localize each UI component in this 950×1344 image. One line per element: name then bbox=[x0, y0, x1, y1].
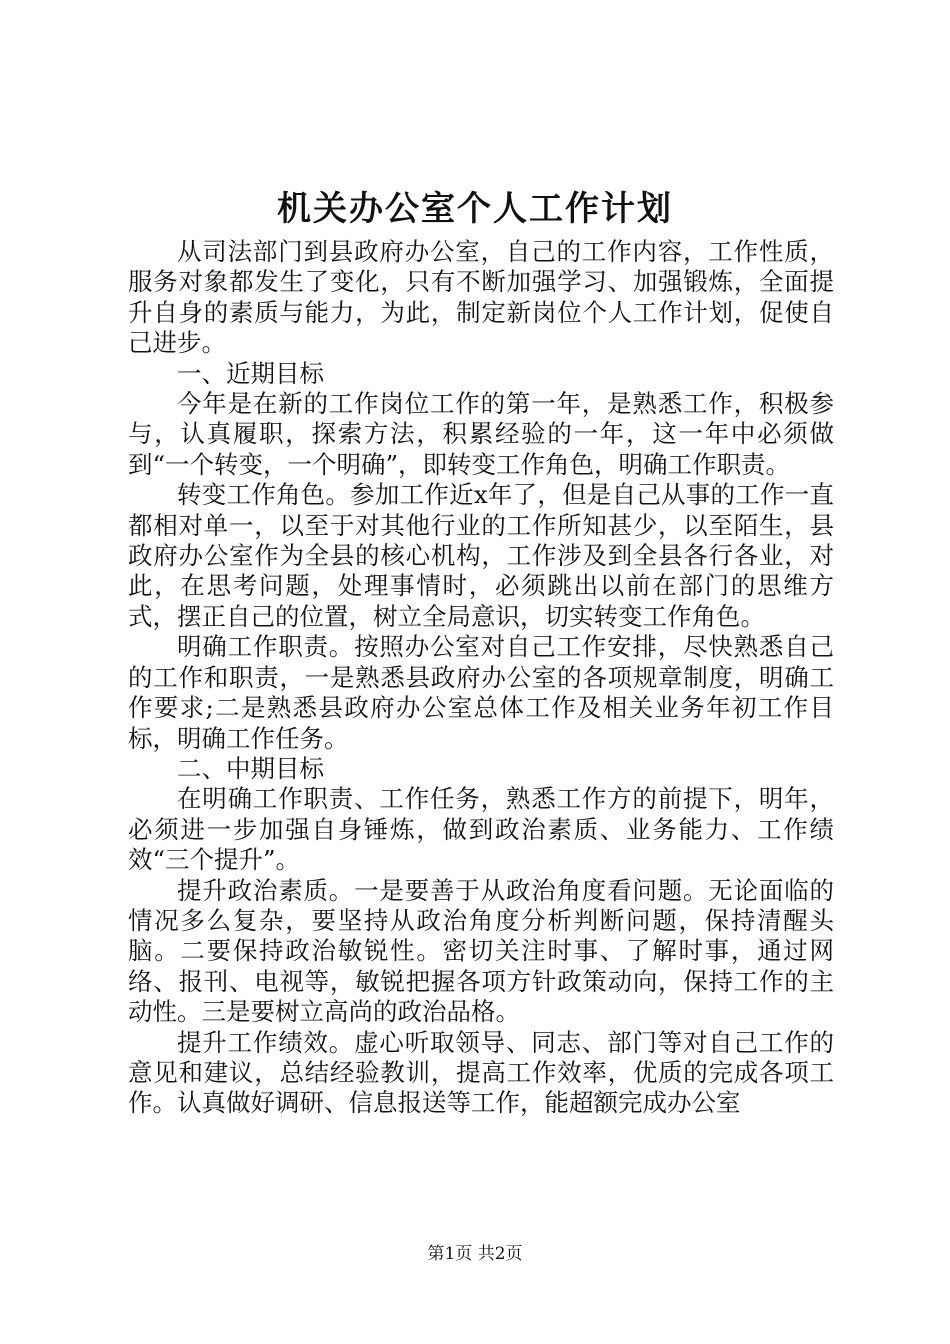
paragraph-near-term-overview: 今年是在新的工作岗位工作的第一年，是熟悉工作，积极参与，认真履职，探索方法，积累经验的一年，这一年中必须做到“一个转变，一个明确”，即转变工作角色，明确工作职责。 bbox=[128, 389, 834, 479]
section-heading-near-term: 一、近期目标 bbox=[177, 358, 324, 388]
paragraph-political-quality: 提升政治素质。一是要善于从政治角度看问题。无论面临的情况多么复杂，要坚持从政治角度分析判断问题，保持清醒头脑。二要保持政治敏锐性。密切关注时事、了解时事，通过网络、报刊、电视等，敏锐把握各项方针政策动向，保持工作的主动性。三是要树立高尚的政治品格。 bbox=[128, 875, 834, 1027]
paragraph-change-role: 转变工作角色。参加工作近x年了，但是自己从事的工作一直都相对单一，以至于对其他行业的工作所知甚少，以至陌生，县政府办公室作为全县的核心机构，工作涉及到全县各行各业，对此，在思考问题，处理事情时，必须跳出以前在部门的思维方式，摆正自己的位置，树立全局意识，切实转变工作角色。 bbox=[128, 480, 834, 631]
paragraph-clarify-duties: 明确工作职责。按照办公室对自己工作安排，尽快熟悉自己的工作和职责，一是熟悉县政府办公室的各项规章制度，明确工作要求;二是熟悉县政府办公室总体工作及相关业务年初工作目标，明确工作任务。 bbox=[128, 632, 834, 753]
document-body bbox=[128, 237, 834, 1119]
paragraph-mid-term-overview: 在明确工作职责、工作任务，熟悉工作方的前提下，明年，必须进一步加强自身锤炼，做到政治素质、业务能力、工作绩效“三个提升”。 bbox=[128, 784, 834, 875]
section-heading-mid-term: 二、中期目标 bbox=[177, 753, 324, 783]
paragraph-work-performance: 提升工作绩效。虚心听取领导、同志、部门等对自己工作的意见和建议，总结经验教训，提高工作效率，优质的完成各项工作。认真做好调研、信息报送等工作，能超额完成办公室 bbox=[128, 1027, 834, 1118]
page-number-footer: 第1页 共2页 bbox=[427, 1244, 523, 1264]
document-title: 机关办公室个人工作计划 bbox=[277, 189, 673, 229]
intro-paragraph: 从司法部门到县政府办公室，自己的工作内容，工作性质，服务对象都发生了变化，只有不断加强学习、加强锻炼，全面提升自身的素质与能力，为此，制定新岗位个人工作计划，促使自己进步。 bbox=[128, 237, 834, 358]
